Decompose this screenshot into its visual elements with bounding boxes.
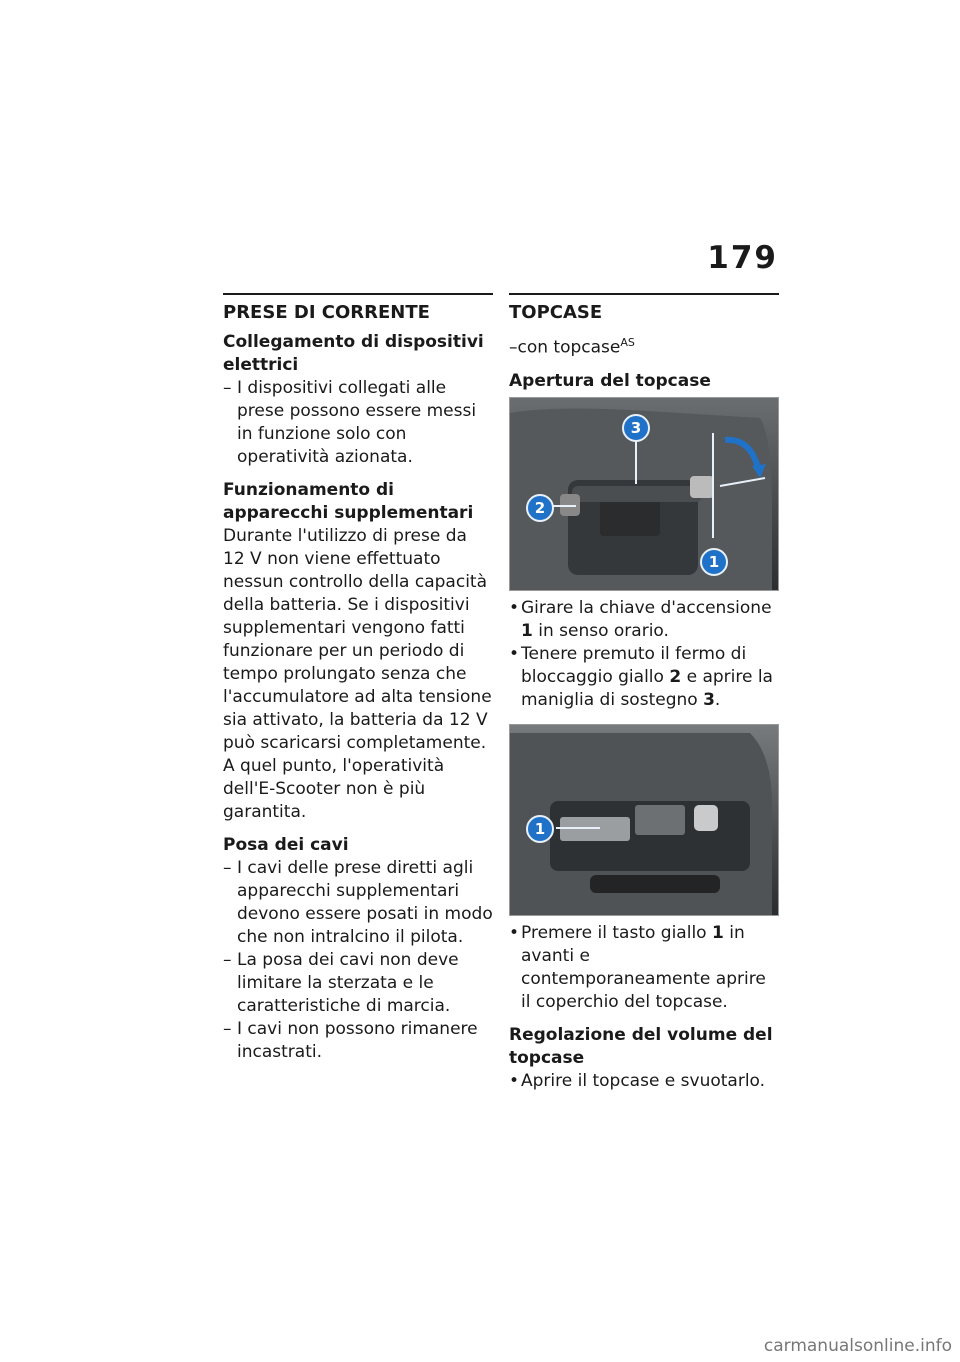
topcase-handle-figure [509, 397, 779, 591]
section-title-prese: PRESE DI CORRENTE [223, 293, 493, 325]
option-line: –con topcase$^{AS}$ [509, 336, 635, 358]
page-number: 179 [707, 240, 778, 276]
dash-icon: – [223, 858, 232, 878]
right-column [509, 293, 779, 1093]
bullet-icon: • [509, 922, 520, 943]
subheading-collegamento: Collegamento di dispositivi elettrici [223, 332, 484, 375]
steps-apertura-2 [509, 922, 779, 1014]
dash-icon: – [509, 337, 518, 358]
bullet-icon: • [509, 597, 520, 618]
callout-3: 3 [622, 414, 650, 442]
list-item: – La posa dei cavi non deve limitare la sterzata e le caratteristiche di marcia. [223, 950, 459, 1016]
list-item: • Girare la chiave d'accensione 1 in senso orario. [509, 597, 772, 641]
left-column [223, 293, 493, 1064]
dash-list-collegamento [223, 377, 493, 469]
bullet-icon: • [509, 1070, 520, 1091]
subheading-funzionamento: Funzionamento di apparecchi supplementari [223, 480, 474, 523]
list-item: • Aprire il topcase e svuotarlo. [509, 1070, 766, 1091]
watermark-link[interactable]: carmanualsonline.info [763, 1336, 952, 1356]
list-item: • Tenere premuto il fermo di bloccaggio giallo 2 e aprire la maniglia di sostegno 3. [509, 643, 773, 710]
dash-icon: – [223, 950, 232, 970]
list-item: – I cavi delle prese diretti agli apparecchi supplementari devono essere posati in modo che non intralcino il pilota. [223, 858, 493, 947]
dash-icon: – [223, 378, 232, 398]
topcase-lid-figure [509, 724, 779, 916]
subheading-posa-cavi: Posa dei cavi [223, 835, 349, 855]
callout-1: 1 [700, 548, 728, 576]
dash-icon: – [223, 1019, 232, 1039]
callout-1: 1 [526, 815, 554, 843]
option-superscript: AS [620, 336, 635, 349]
subheading-apertura: Apertura del topcase [509, 370, 711, 391]
steps-apertura [509, 597, 779, 712]
bullet-icon: • [509, 643, 520, 664]
callout-2: 2 [526, 494, 554, 522]
steps-regolazione [509, 1070, 779, 1093]
section-title-topcase: TOPCASE [509, 293, 779, 325]
list-item: • Premere il tasto giallo 1 in avanti e contemporaneamente aprire il coperchio del topcase. [509, 922, 766, 1012]
list-item: – I cavi non possono rimanere incastrati. [223, 1019, 478, 1062]
paragraph-funzionamento: Durante l'utilizzo di prese da 12 V non viene effettuato nessun controllo della capacità della batteria. Se i dispositivi supplementari vengono fatti funzionare per un periodo di tempo prolungato senza che l'accumulatore ad alta tensione sia attivato, la batteria da 12 V può scaricarsi completamente. A quel punto, l'operatività dell'E-Scooter non è più garantita. [223, 526, 492, 822]
subheading-regolazione: Regolazione del volume del topcase [509, 1024, 773, 1068]
list-item: – I dispositivi collegati alle prese possono essere messi in funzione solo con operatività azionata. [223, 378, 477, 467]
dash-list-posa-cavi [223, 857, 493, 1064]
